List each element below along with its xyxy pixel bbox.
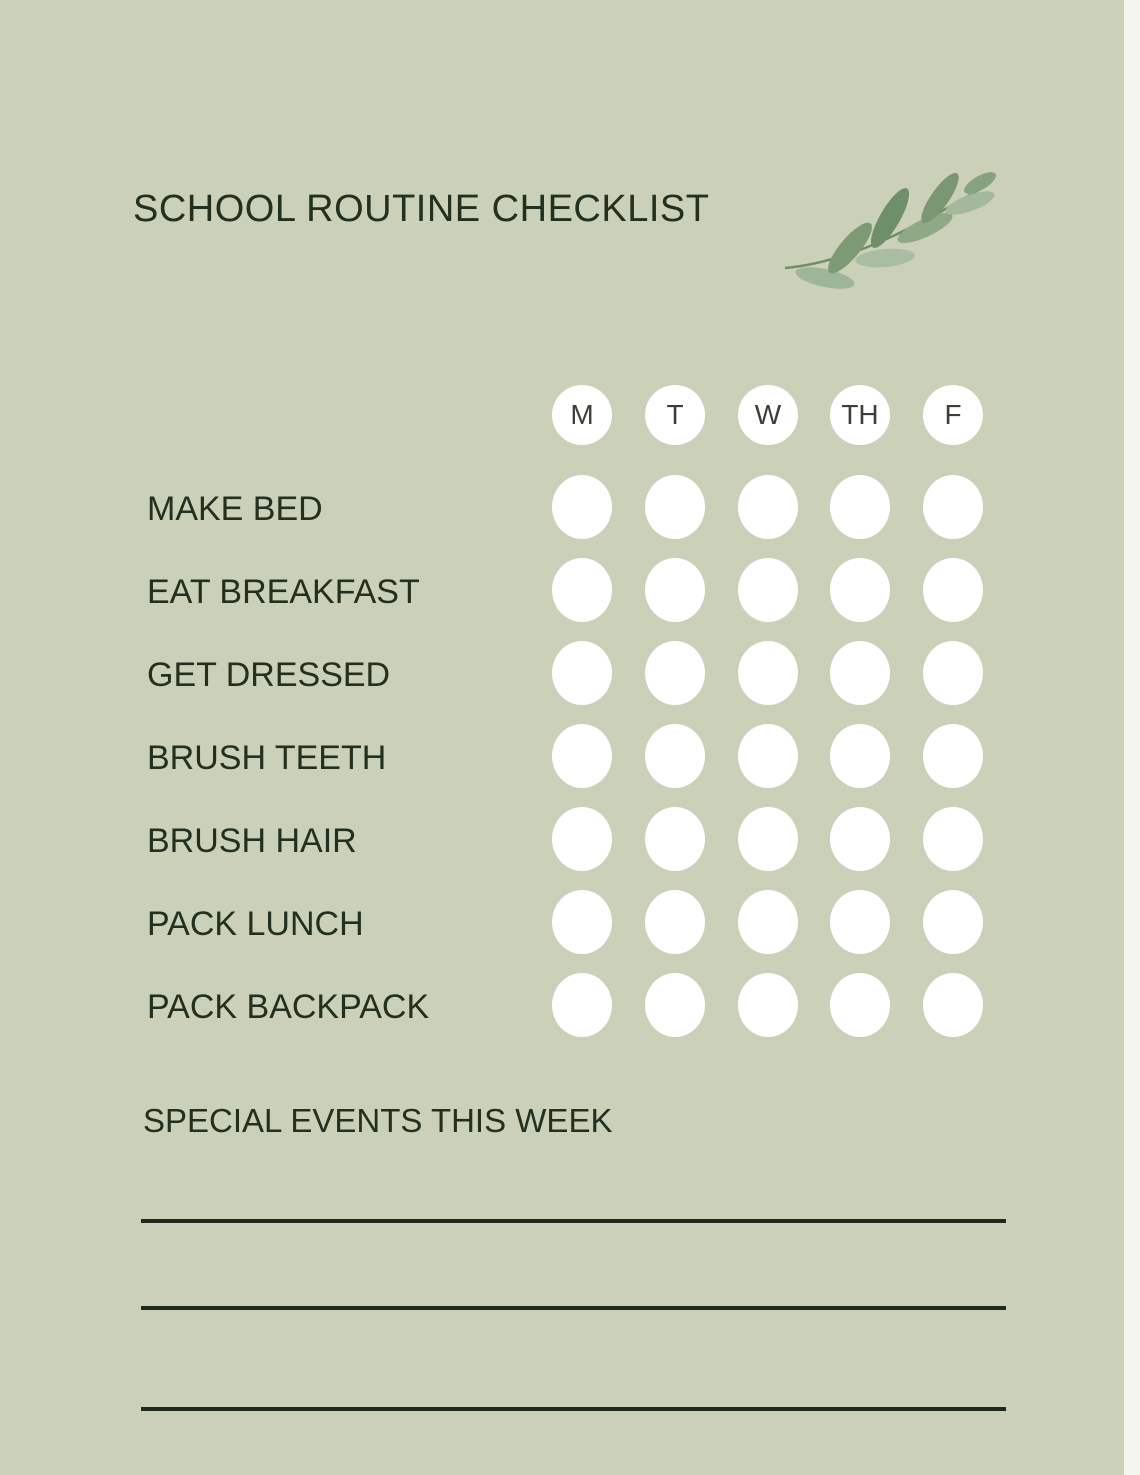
checkbox-circle-t[interactable]: [645, 724, 705, 788]
task-label: BRUSH TEETH: [147, 739, 387, 777]
task-label: PACK LUNCH: [147, 905, 364, 943]
checkbox-circle-w[interactable]: [738, 807, 798, 871]
task-label: BRUSH HAIR: [147, 822, 357, 860]
checkbox-circle-f[interactable]: [923, 475, 983, 539]
writing-line: [141, 1306, 1006, 1310]
day-label-f: F: [923, 385, 983, 445]
task-label: MAKE BED: [147, 490, 323, 528]
checkbox-circle-t[interactable]: [645, 641, 705, 705]
day-label-t: T: [645, 385, 705, 445]
leaf-branch-icon: [780, 168, 1000, 298]
checkbox-circle-w[interactable]: [738, 724, 798, 788]
checkbox-circle-th[interactable]: [830, 724, 890, 788]
checkbox-circle-m[interactable]: [552, 807, 612, 871]
page-title: SCHOOL ROUTINE CHECKLIST: [133, 188, 710, 230]
checkbox-circle-th[interactable]: [830, 890, 890, 954]
checkbox-circle-f[interactable]: [923, 807, 983, 871]
checkbox-circle-t[interactable]: [645, 807, 705, 871]
checkbox-circle-f[interactable]: [923, 973, 983, 1037]
checkbox-circle-t[interactable]: [645, 475, 705, 539]
day-label-th: TH: [830, 385, 890, 445]
writing-line: [141, 1407, 1006, 1411]
checkbox-circle-th[interactable]: [830, 475, 890, 539]
day-label-m: M: [552, 385, 612, 445]
day-label-w: W: [738, 385, 798, 445]
task-label: GET DRESSED: [147, 656, 391, 694]
task-label: EAT BREAKFAST: [147, 573, 420, 611]
checkbox-circle-t[interactable]: [645, 558, 705, 622]
checkbox-circle-t[interactable]: [645, 890, 705, 954]
checkbox-circle-t[interactable]: [645, 973, 705, 1037]
checkbox-circle-th[interactable]: [830, 807, 890, 871]
checkbox-circle-f[interactable]: [923, 641, 983, 705]
checkbox-circle-m[interactable]: [552, 973, 612, 1037]
checkbox-circle-m[interactable]: [552, 558, 612, 622]
writing-line: [141, 1219, 1006, 1223]
checkbox-circle-w[interactable]: [738, 475, 798, 539]
checkbox-circle-th[interactable]: [830, 973, 890, 1037]
checkbox-circle-m[interactable]: [552, 475, 612, 539]
special-events-title: SPECIAL EVENTS THIS WEEK: [143, 1102, 613, 1139]
checkbox-circle-m[interactable]: [552, 641, 612, 705]
checkbox-circle-th[interactable]: [830, 558, 890, 622]
checkbox-circle-f[interactable]: [923, 724, 983, 788]
checkbox-circle-w[interactable]: [738, 641, 798, 705]
checkbox-circle-m[interactable]: [552, 890, 612, 954]
checkbox-circle-f[interactable]: [923, 890, 983, 954]
task-label: PACK BACKPACK: [147, 988, 430, 1026]
checkbox-circle-f[interactable]: [923, 558, 983, 622]
checkbox-circle-th[interactable]: [830, 641, 890, 705]
checkbox-circle-m[interactable]: [552, 724, 612, 788]
checkbox-circle-w[interactable]: [738, 973, 798, 1037]
checkbox-circle-w[interactable]: [738, 558, 798, 622]
page-edge: [1124, 0, 1140, 1475]
checkbox-circle-w[interactable]: [738, 890, 798, 954]
